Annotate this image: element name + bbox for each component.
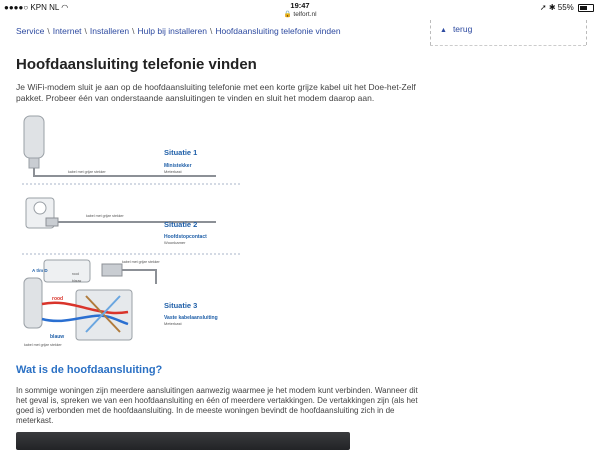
situation-2-location: Woonkamer: [164, 240, 186, 245]
label-rood-small: rood: [72, 272, 80, 276]
socket-face: [34, 202, 46, 214]
breadcrumb-item-current[interactable]: Hoofdaansluiting telefonie vinden: [215, 26, 341, 36]
sidebar-divider-right: [586, 20, 587, 45]
battery-percent: 55%: [557, 3, 574, 12]
breadcrumb-item-service[interactable]: Service: [16, 26, 45, 36]
breadcrumb-separator: \: [209, 26, 213, 36]
situation-3-title: Situatie 3: [164, 301, 198, 310]
breadcrumb-item-internet[interactable]: Internet: [52, 26, 82, 36]
section-heading: Wat is de hoofdaansluiting?: [16, 364, 163, 376]
cable-3: [122, 270, 156, 284]
address-bar[interactable]: [0, 10, 600, 18]
intro-text: Je WiFi-modem sluit je aan op de hoofdaansluiting telefonie met een korte grijze kabel uit het Doe-het-Zelf pakket. Probeer één van onderstaande aansluitingen te vinden en sluit het modem daarop aan.: [16, 82, 416, 103]
situation-2-title: Situatie 2: [164, 220, 198, 229]
status-bar: [0, 0, 600, 20]
sidebar-rule: [430, 45, 586, 46]
breadcrumb-separator: \: [132, 26, 135, 36]
cable-label-3: kabel met grijze stekker: [122, 260, 160, 264]
label-blauw: blauw: [50, 334, 65, 340]
plug-3: [102, 264, 122, 276]
breadcrumb-separator: \: [84, 26, 87, 36]
plug-2: [46, 218, 58, 226]
terminal-block: [44, 260, 90, 282]
situation-1-name: Ministekker: [164, 163, 192, 169]
location-icon: ➚: [539, 3, 547, 12]
situation-2-name: Hoofdstopcontact: [164, 234, 207, 240]
situation-3-location: Meterkast: [164, 321, 182, 326]
cable-label-2: kabel met grijze stekker: [86, 214, 124, 218]
battery-fill: [580, 6, 587, 10]
situation-2: [22, 198, 241, 254]
connection-diagram: [16, 114, 266, 354]
ministekker-device: [24, 116, 44, 158]
breadcrumb-item-installeren[interactable]: Installeren: [89, 26, 130, 36]
situation-1-location: Meterkast: [164, 169, 182, 174]
page-title: Hoofdaansluiting telefonie vinden: [16, 56, 257, 73]
lock-icon: 🔒: [283, 11, 292, 18]
situation-1: [22, 116, 241, 184]
ministekker-plug: [29, 158, 39, 168]
section-paragraph: In sommige woningen zijn meerdere aansluitingen aanwezig waarmee je het modem kunt verbinden. Wanneer dit het geval is, spreken we van een hoofdaansluiting en één of meerdere vertakkingen. De vertakkingen zijn (als het goed is) verbonden met de hoofdaansluiting. In de meeste woningen bevindt de hoofdaansluiting zich in de meterkast.: [16, 386, 418, 425]
clock: 19:47: [290, 1, 310, 10]
battery-icon: [578, 4, 594, 12]
situation-1-title: Situatie 1: [164, 148, 198, 157]
wifi-icon: ◠: [61, 3, 69, 12]
label-rood: rood: [52, 296, 64, 302]
label-blauw-small: blauw: [72, 279, 82, 283]
meterkast-photo: [16, 432, 350, 450]
breadcrumb-separator: \: [47, 26, 50, 36]
kabel-device: [24, 278, 42, 328]
breadcrumb-item-hulp[interactable]: Hulp bij installeren: [137, 26, 207, 36]
up-arrow-icon: ▲: [440, 27, 447, 34]
back-link[interactable]: [440, 24, 472, 34]
sidebar-divider: [430, 20, 431, 45]
battery-info: [540, 3, 594, 12]
back-link-label: terug: [452, 24, 473, 34]
cable-label-bottom: kabel met grijze stekker: [24, 343, 62, 347]
url-text: telfort.nl: [293, 11, 317, 18]
cable-1: [34, 168, 216, 176]
situation-3: [24, 260, 218, 347]
situation-3-name: Vaste kabelaansluiting: [164, 315, 218, 321]
label-a-t-m-d: A t/m D: [32, 268, 48, 273]
bluetooth-icon: ✱: [548, 3, 556, 12]
carrier-name: KPN NL: [30, 3, 60, 12]
cable-label-1: kabel met grijze stekker: [68, 170, 106, 174]
signal-icon: ●●●●○: [4, 3, 29, 12]
main-content: [16, 26, 422, 425]
breadcrumb: [16, 26, 422, 36]
